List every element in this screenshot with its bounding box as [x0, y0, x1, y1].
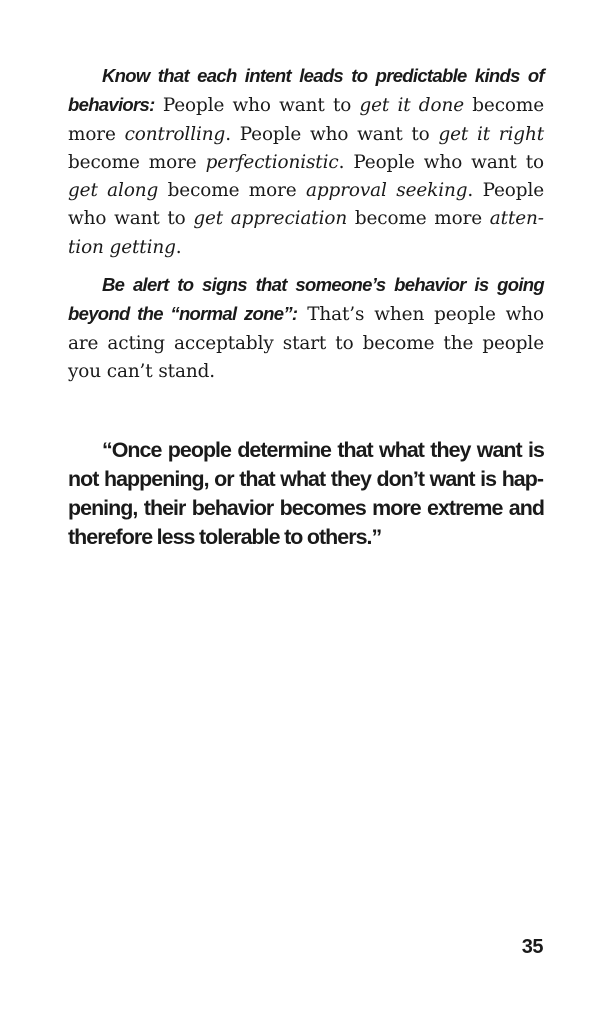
- italic-term: get it right: [438, 123, 544, 145]
- text-run: . People who want to: [225, 123, 439, 145]
- paragraph-lead-heading: Be alert to signs that someone’s behavior is going beyond the “normal zone”:: [68, 274, 544, 325]
- pull-quote: “Once people determine that what they want is not happening, or that what they don’t want is happening, their behavior becomes more extreme and therefore less tolerable to others.”: [68, 438, 544, 550]
- text-run: become more: [347, 208, 490, 230]
- text-run: . People who want to: [68, 180, 545, 230]
- text-run: . People who want to: [338, 151, 544, 173]
- text-run: become more: [158, 180, 307, 202]
- italic-term: perfectionistic: [205, 151, 339, 173]
- page-number: 35: [521, 936, 543, 958]
- text-run: .: [175, 236, 182, 258]
- italic-term: get along: [68, 180, 159, 202]
- paragraph-intent-behaviors: [68, 62, 544, 262]
- paragraph-lead-heading: Know that each intent leads to predictable kinds of behaviors:: [68, 65, 544, 116]
- italic-term: approval seeking: [306, 180, 468, 202]
- text-run: become more: [68, 95, 544, 145]
- italic-term: get appreciation: [193, 208, 348, 230]
- paragraph-normal-zone: [68, 271, 544, 386]
- italic-term: get it done: [359, 95, 464, 117]
- page-body: [68, 62, 544, 574]
- italic-term: controlling: [124, 123, 226, 145]
- text-run: People who want to: [154, 95, 360, 117]
- text-run: That’s when people who are acting acceptably start to become the people you can’t stand.: [68, 304, 544, 382]
- text-run: become more: [68, 151, 206, 173]
- italic-term: attention getting: [68, 208, 544, 258]
